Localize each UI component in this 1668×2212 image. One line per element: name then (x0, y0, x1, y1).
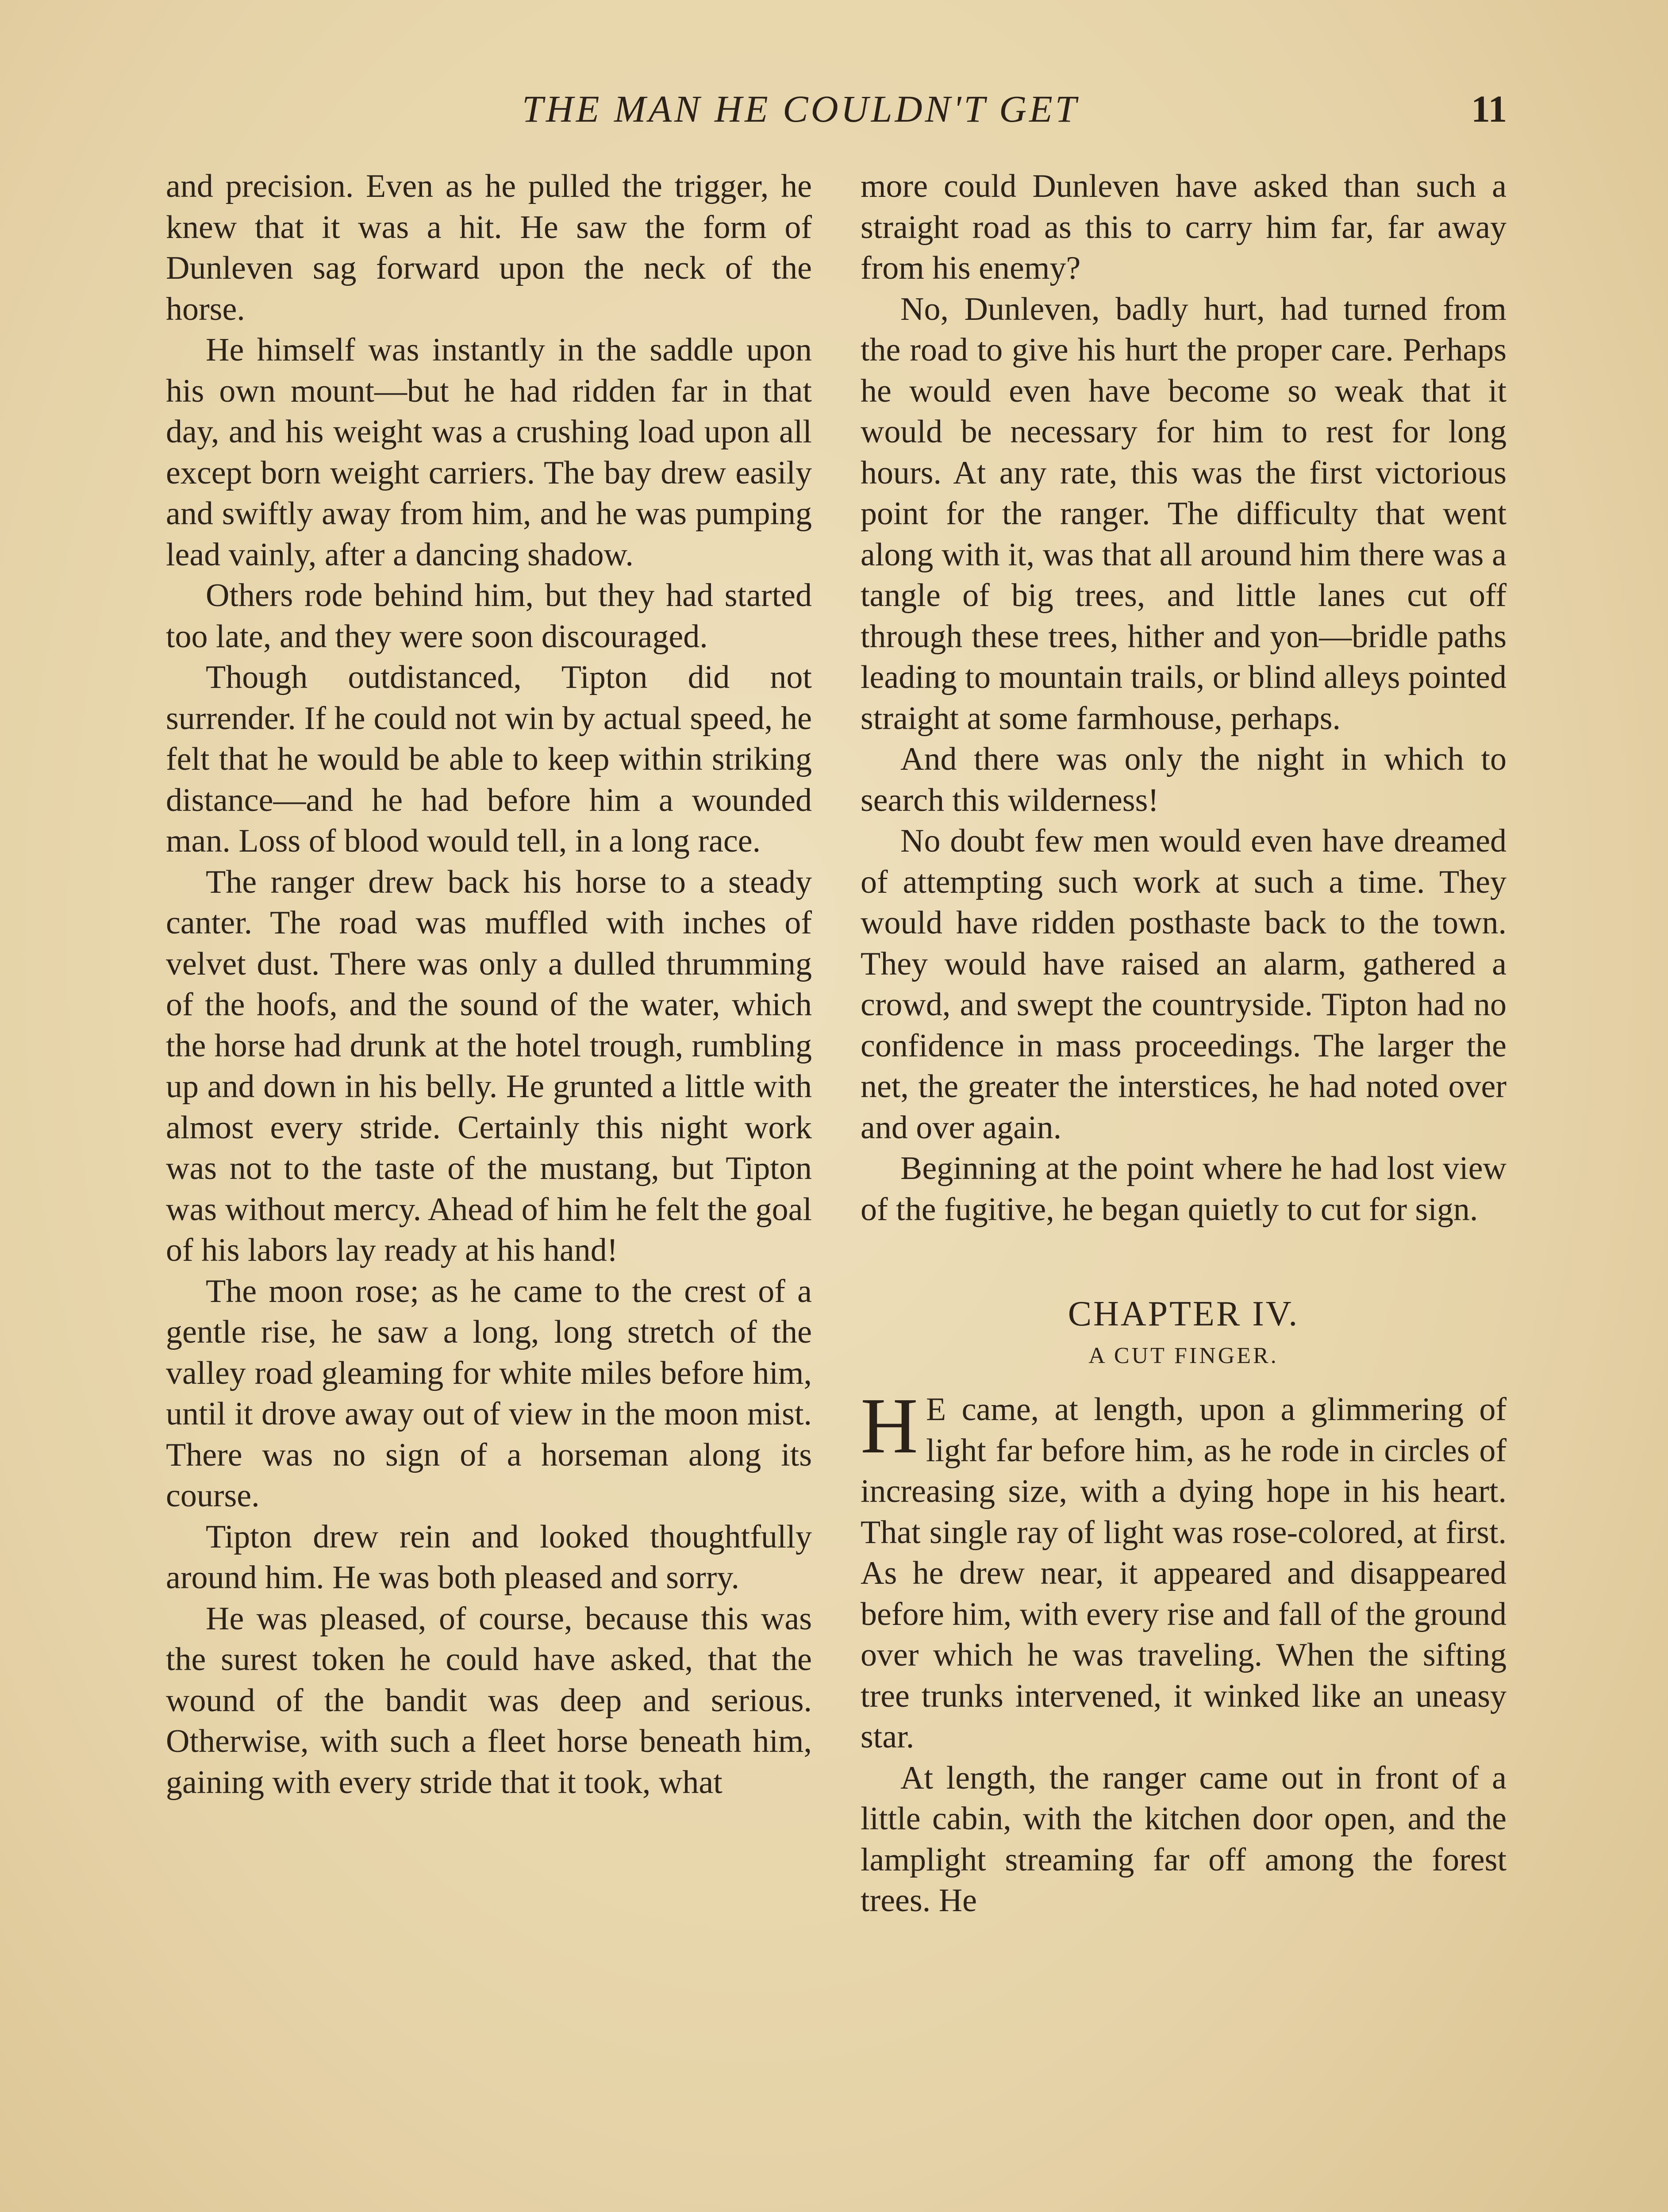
page-number: 11 (1471, 88, 1507, 130)
running-title: THE MAN HE COULDN'T GET (522, 88, 1079, 130)
chapter-opening-paragraph (861, 1382, 1507, 1758)
drop-cap: H (861, 1382, 918, 1470)
paragraph: and precision. Even as he pulled the trigger, he knew that it was a hit. He saw the form of Dunleven sag forward upon the neck of the horse. (166, 168, 812, 327)
paragraph: Tipton drew rein and looked thoughtfully around him. He was both pleased and sorry. (166, 1518, 812, 1596)
paragraph-text: E came, at length, upon a glimmering of light far before him, as he rode in circles of increasing size, with a dying hope in his heart. That single ray of light was rose-colored, at first. As he drew near, it appeared and disappeared before him, with every rise and fall of the ground over which he was traveling. When the sifting tree trunks intervened, it winked like an uneasy star. (861, 1391, 1507, 1755)
paragraph: He was pleased, of course, because this was the surest token he could have asked, that the wound of the bandit was deep and serious. Otherwise, with such a fleet horse beneath him, gaining with every stride that it took, what (166, 1600, 812, 1801)
paragraph: Beginning at the point where he had lost view of the fugitive, he began quietly to cut for sign. (861, 1150, 1507, 1228)
paragraph: The moon rose; as he came to the crest of a gentle rise, he saw a long, long stretch of the valley road gleaming for white miles before him, until it drove away out of view in the moon mist. There was no sign of a horseman along its course. (166, 1273, 812, 1514)
chapter-subtitle: A CUT FINGER. (1088, 1343, 1279, 1368)
paragraph: Though outdistanced, Tipton did not surrender. If he could not win by actual speed, he felt that he would be able to keep within striking distance—and he had before him a wounded man. Loss of blood would tell, in a long race. (166, 659, 812, 859)
left-column (166, 166, 812, 1803)
paragraph: No doubt few men would even have dreamed of attempting such work at such a time. They would have ridden posthaste back to the town. They would have raised an alarm, gathered a crowd, and swept the countryside. Tipton had no confidence in mass proceedings. The larger the net, the greater the interstices, he had noted over and over again. (861, 823, 1507, 1146)
paragraph: Others rode behind him, but they had started too late, and they were soon discouraged. (166, 577, 812, 655)
paragraph: No, Dunleven, badly hurt, had turned from the road to give his hurt the proper care. Perhaps he would even have become so weak that it would be necessary for him to rest for long hours. At any rate, this was the first victorious point for the ranger. The difficulty that went along with it, was that all around him there was a tangle of big trees, and little lanes cut off through these trees, hither and yon—bridle paths leading to mountain trails, or blind alleys pointed straight at some farmhouse, perhaps. (861, 291, 1507, 737)
paragraph: He himself was instantly in the saddle upon his own mount—but he had ridden far in that day, and his weight was a crushing load upon all except born weight carriers. The bay drew easily and swiftly away from him, and he was pumping lead vainly, after a dancing shadow. (166, 332, 812, 573)
right-column (861, 166, 1507, 1921)
paragraph: more could Dunleven have asked than such a straight road as this to carry him far, far away from his enemy? (861, 168, 1507, 286)
paragraph: The ranger drew back his horse to a steady canter. The road was muffled with inches of velvet dust. There was only a dulled thrumming of the hoofs, and the sound of the water, which the horse had drunk at the hotel trough, rumbling up and down in his belly. He grunted a little with almost every stride. Certainly this night work was not to the taste of the mustang, but Tipton was without mercy. Ahead of him he felt the goal of his labors lay ready at his hand! (166, 864, 812, 1268)
paragraph: And there was only the night in which to search this wilderness! (861, 741, 1507, 818)
chapter-title: CHAPTER IV. (1068, 1294, 1299, 1333)
paragraph: At length, the ranger came out in front of a little cabin, with the kitchen door open, and the lamplight streaming far off among the forest trees. He (861, 1759, 1507, 1919)
